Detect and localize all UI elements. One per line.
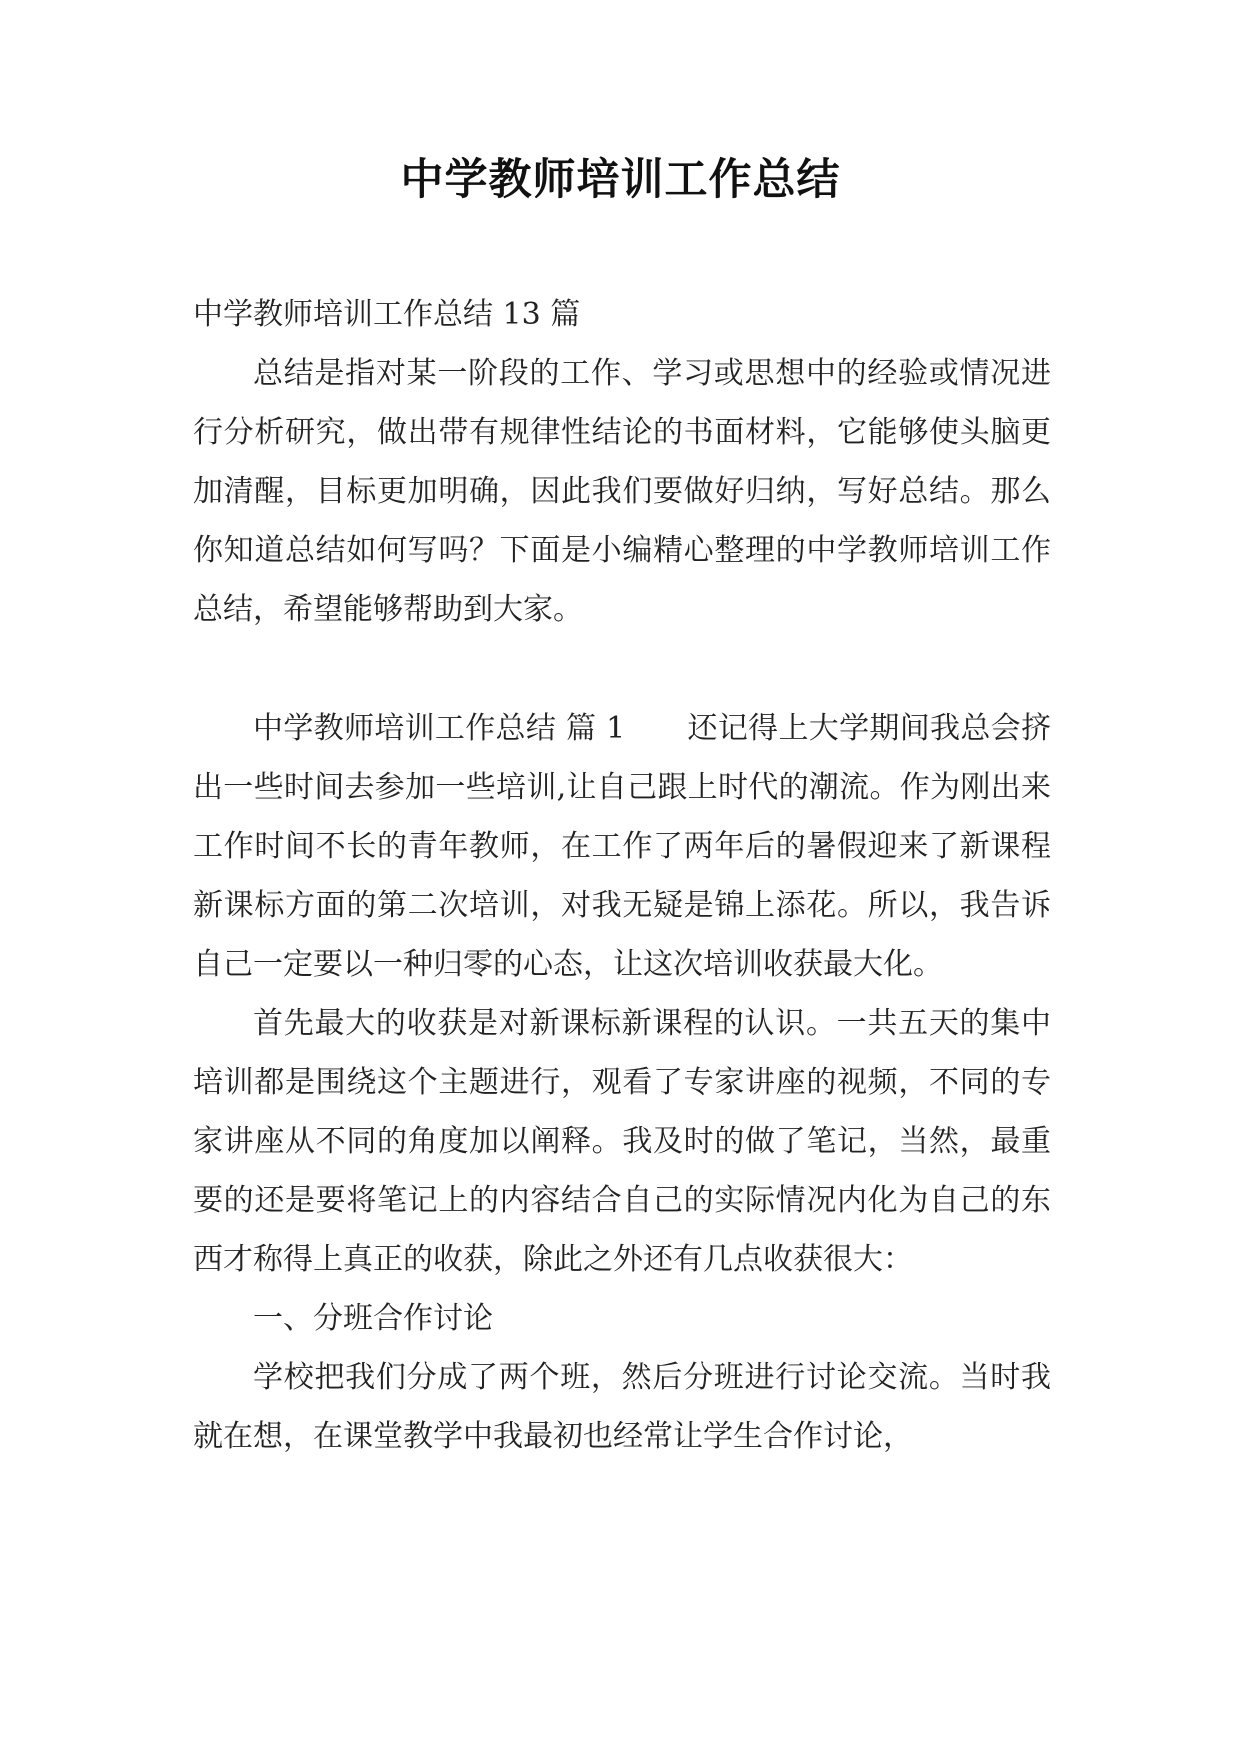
document-title: 中学教师培训工作总结 bbox=[400, 155, 841, 205]
point-1-body: 学校把我们分成了两个班，然后分班进行讨论交流。当时我就在想，在课堂教学中我最初也经常让学生合作讨论， bbox=[193, 1360, 1051, 1454]
section-1-first-paragraph bbox=[193, 699, 1051, 994]
paragraph-gap bbox=[193, 639, 1051, 699]
document-subtitle: 中学教师培训工作总结 13 篇 bbox=[193, 297, 581, 332]
section-1-heading: 中学教师培训工作总结 篇 1 bbox=[253, 711, 626, 746]
intro-paragraph: 总结是指对某一阶段的工作、学习或思想中的经验或情况进行分析研究，做出带有规律性结论的书面材料，它能够使头脑更加清醒，目标更加明确，因此我们要做好归纳，写好总结。那么你知道总结如何写吗？下面是小编精心整理的中学教师培训工作总结，希望能够帮助到大家。 bbox=[193, 356, 1051, 627]
section-1-paragraph-2: 首先最大的收获是对新课标新课程的认识。一共五天的集中培训都是围绕这个主题进行，观看了专家讲座的视频，不同的专家讲座从不同的角度加以阐释。我及时的做了笔记，当然，最重要的还是要将笔记上的内容结合自己的实际情况内化为自己的东西才称得上真正的收获，除此之外还有几点收获很大： bbox=[193, 1006, 1051, 1277]
document-body bbox=[193, 285, 1051, 1466]
section-1-paragraph-1: 还记得上大学期间我总会挤出一些时间去参加一些培训,让自己跟上时代的潮流。作为刚出来工作时间不长的青年教师，在工作了两年后的暑假迎来了新课程新课标方面的第二次培训，对我无疑是锦上添花。所以，我告诉自己一定要以一种归零的心态，让这次培训收获最大化。 bbox=[193, 711, 1051, 982]
point-1-heading: 一、分班合作讨论 bbox=[253, 1301, 493, 1336]
